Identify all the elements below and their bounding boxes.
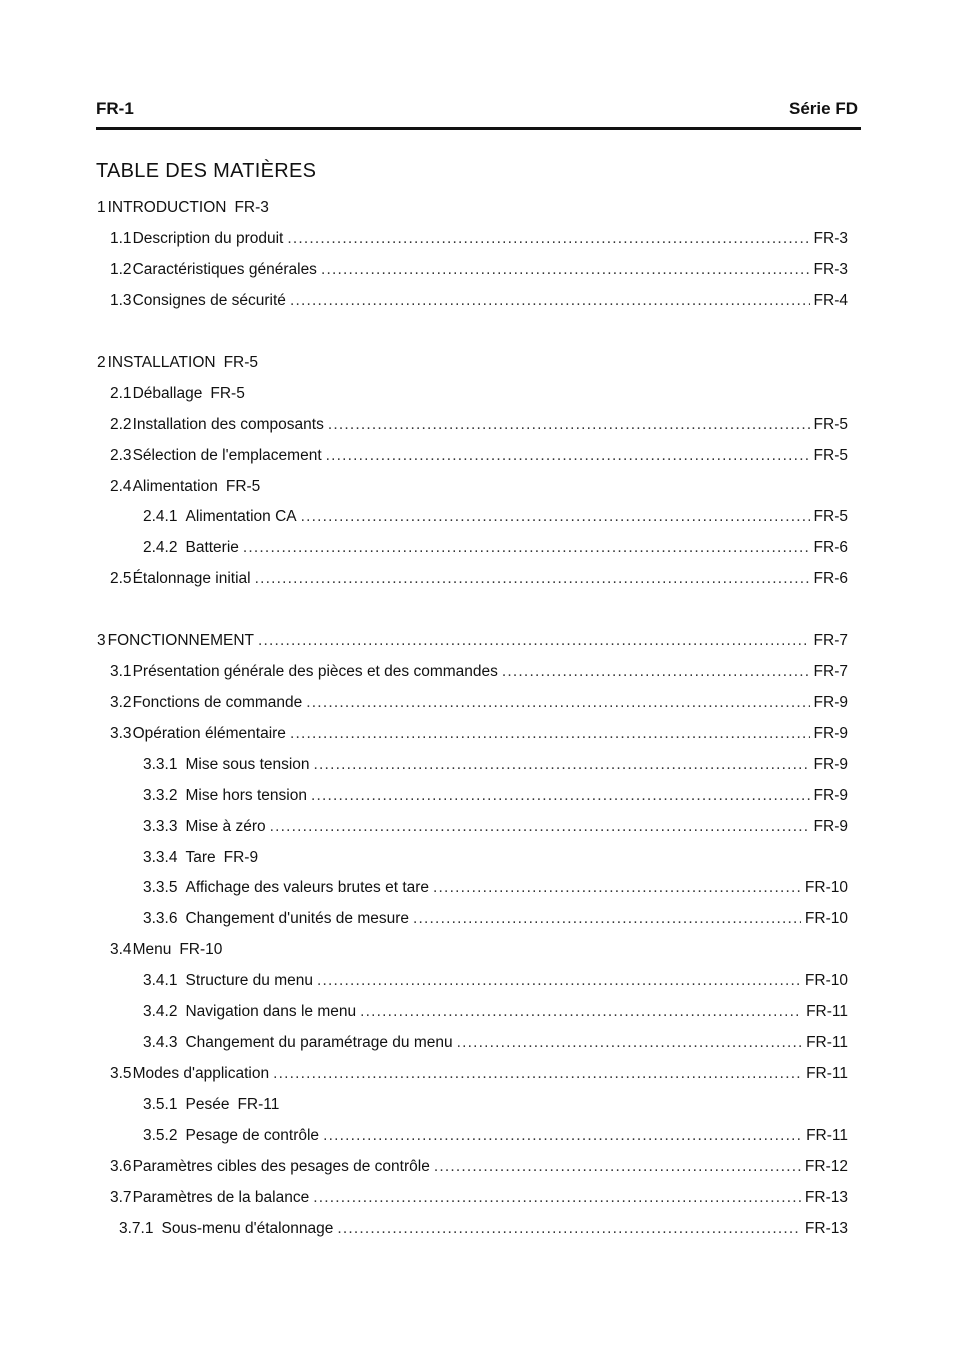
dot-leader <box>434 1156 801 1178</box>
toc-entry-page: FR-13 <box>804 1189 848 1206</box>
toc-entry-number: 2 <box>97 354 106 371</box>
toc-entry-label: Sélection de l'emplacement <box>132 447 322 464</box>
toc-entry <box>110 723 848 745</box>
dot-leader <box>258 630 810 652</box>
toc-entry-number: 3.6 <box>110 1158 132 1175</box>
toc-entry-label: INSTALLATION <box>107 354 216 371</box>
toc-entry-number: 3.5.1 <box>143 1096 178 1113</box>
toc-entry-page: FR-13 <box>804 1220 848 1237</box>
toc-entry-number: 3 <box>97 632 106 649</box>
toc-entry-label: Navigation dans le menu <box>185 1003 357 1020</box>
toc-entry-label: INTRODUCTION <box>107 199 227 216</box>
toc-entry-page: FR-9 <box>813 694 848 711</box>
toc-entry <box>97 197 269 219</box>
toc-entry-page: FR-6 <box>813 539 848 556</box>
toc-entry-number: 3.4.1 <box>143 972 178 989</box>
toc-entry-label: Mise sous tension <box>185 756 310 773</box>
dot-leader <box>287 228 809 250</box>
toc-entry <box>143 877 848 899</box>
toc-entry-label: Mise hors tension <box>185 787 307 804</box>
series-title: Série FD <box>789 99 858 118</box>
toc-entry <box>143 785 848 807</box>
toc-entry <box>143 847 258 869</box>
toc-entry <box>110 445 848 467</box>
toc-entry-label: Description du produit <box>132 230 284 247</box>
toc-entry-label: Étalonnage initial <box>132 570 251 587</box>
toc-entry-page: FR-10 <box>804 972 848 989</box>
dot-leader <box>314 754 810 776</box>
toc-entry-number: 3.4 <box>110 941 132 958</box>
toc-entry <box>143 1001 848 1023</box>
dot-leader <box>337 1218 801 1240</box>
toc-entry-number: 3.5.2 <box>143 1127 178 1144</box>
dot-leader <box>313 1187 801 1209</box>
toc-entry-page: FR-5 <box>225 478 261 495</box>
toc-entry-number: 3.7 <box>110 1189 132 1206</box>
toc-entry-number: 2.2 <box>110 416 132 433</box>
toc-entry-number: 1.3 <box>110 292 132 309</box>
toc-entry-page: FR-11 <box>806 1065 848 1082</box>
toc-entry-label: Paramètres cibles des pesages de contrôle <box>132 1158 430 1175</box>
toc-entry <box>110 939 222 961</box>
toc-entry-number: 2.4.2 <box>143 539 178 556</box>
toc-entry <box>110 476 260 498</box>
toc-entry-label: Consignes de sécurité <box>132 292 286 309</box>
toc-entry-label: Tare <box>185 849 216 866</box>
toc-entry-page: FR-4 <box>813 292 848 309</box>
toc-entry-page: FR-5 <box>223 354 259 371</box>
toc-entry-number: 3.3.1 <box>143 756 178 773</box>
dot-leader <box>413 908 801 930</box>
toc-entry-label: Installation des composants <box>132 416 324 433</box>
toc-entry-number: 2.1 <box>110 385 132 402</box>
toc-title: TABLE DES MATIÈRES <box>96 160 317 182</box>
toc-entry-page: FR-10 <box>179 941 223 958</box>
toc-entry-label: Paramètres de la balance <box>132 1189 310 1206</box>
toc-entry-label: Structure du menu <box>185 972 313 989</box>
toc-entry-number: 2.5 <box>110 570 132 587</box>
toc-entry-page: FR-5 <box>210 385 245 402</box>
toc-entry-page: FR-9 <box>813 725 848 742</box>
toc-entry-label: Alimentation CA <box>185 508 297 525</box>
toc-entry-number: 3.2 <box>110 694 132 711</box>
toc-entry-page: FR-12 <box>804 1158 848 1175</box>
toc-entry <box>110 414 848 436</box>
toc-entry <box>143 754 848 776</box>
dot-leader <box>433 877 801 899</box>
toc-entry <box>110 1156 848 1178</box>
toc-entry-page: FR-7 <box>813 632 848 649</box>
toc-entry-label: Sous-menu d'étalonnage <box>161 1220 334 1237</box>
toc-entry <box>110 259 848 281</box>
toc-entry-label: Déballage <box>132 385 203 402</box>
toc-entry-page: FR-9 <box>813 756 848 773</box>
toc-entry-label: Fonctions de commande <box>132 694 303 711</box>
toc-entry <box>110 1063 848 1085</box>
toc-entry <box>110 1187 848 1209</box>
dot-leader <box>326 445 810 467</box>
toc-entry-label: Affichage des valeurs brutes et tare <box>185 879 430 896</box>
dot-leader <box>321 259 810 281</box>
toc-entry-page: FR-6 <box>813 570 848 587</box>
toc-entry-number: 3.4.2 <box>143 1003 178 1020</box>
toc-entry-label: Changement du paramétrage du menu <box>185 1034 453 1051</box>
toc-entry-label: Changement d'unités de mesure <box>185 910 410 927</box>
page-header <box>96 97 861 130</box>
toc-entry-number: 3.3.6 <box>143 910 178 927</box>
toc-entry-page: FR-3 <box>813 230 848 247</box>
toc-entry-label: Opération élémentaire <box>132 725 286 742</box>
toc-entry <box>143 816 848 838</box>
dot-leader <box>317 970 801 992</box>
toc-entry-page: FR-11 <box>237 1096 280 1113</box>
dot-leader <box>457 1032 802 1054</box>
toc-entry-label: Présentation générale des pièces et des commandes <box>132 663 498 680</box>
toc-entry-label: FONCTIONNEMENT <box>107 632 255 649</box>
dot-leader <box>273 1063 802 1085</box>
toc-entry <box>110 692 848 714</box>
toc-entry <box>110 290 848 312</box>
toc-entry-number: 3.3.3 <box>143 818 178 835</box>
toc-entry-number: 1.2 <box>110 261 132 278</box>
toc-entry-number: 1 <box>97 199 106 216</box>
toc-entry <box>143 537 848 559</box>
dot-leader <box>502 661 810 683</box>
toc-entry-number: 3.5 <box>110 1065 132 1082</box>
toc-entry <box>110 383 245 405</box>
toc-entry-number: 2.4.1 <box>143 508 178 525</box>
toc-entry-page: FR-5 <box>813 416 848 433</box>
dot-leader <box>323 1125 802 1147</box>
toc-entry-number: 3.3.5 <box>143 879 178 896</box>
toc-entry-page: FR-7 <box>813 663 848 680</box>
dot-leader <box>311 785 810 807</box>
toc-entry-label: Batterie <box>185 539 239 556</box>
toc-entry-page: FR-11 <box>806 1127 848 1144</box>
toc-entry-number: 2.4 <box>110 478 132 495</box>
toc-entry-page: FR-9 <box>223 849 259 866</box>
toc-entry-label: Caractéristiques générales <box>132 261 317 278</box>
toc-entry-number: 3.7.1 <box>119 1220 154 1237</box>
toc-entry-number: 3.1 <box>110 663 132 680</box>
toc-entry-page: FR-9 <box>813 787 848 804</box>
toc-entry <box>110 661 848 683</box>
toc-entry <box>143 1125 848 1147</box>
toc-entry-page: FR-10 <box>804 879 848 896</box>
dot-leader <box>270 816 810 838</box>
toc-entry <box>97 630 848 652</box>
toc-entry-label: Alimentation <box>132 478 218 495</box>
toc-entry <box>97 352 258 374</box>
page-number: FR-1 <box>96 99 134 118</box>
toc-entry-page: FR-3 <box>234 199 269 216</box>
dot-leader <box>290 723 810 745</box>
dot-leader <box>306 692 809 714</box>
dot-leader <box>255 568 810 590</box>
toc-entry-label: Mise à zéro <box>185 818 266 835</box>
toc-entry-number: 3.3.4 <box>143 849 178 866</box>
toc-entry-page: FR-11 <box>806 1003 848 1020</box>
dot-leader <box>243 537 810 559</box>
toc-entry-label: Pesage de contrôle <box>185 1127 320 1144</box>
toc-entry-number: 3.3.2 <box>143 787 178 804</box>
toc-entry <box>143 1032 848 1054</box>
toc-entry-page: FR-5 <box>813 508 848 525</box>
dot-leader <box>290 290 810 312</box>
toc-entry <box>110 568 848 590</box>
toc-entry <box>143 1094 279 1116</box>
toc-entry-number: 1.1 <box>110 230 132 247</box>
toc-entry-label: Menu <box>132 941 172 958</box>
dot-leader <box>328 414 810 436</box>
toc-entry-number: 2.3 <box>110 447 132 464</box>
toc-entry <box>143 908 848 930</box>
toc-entry-number: 3.3 <box>110 725 132 742</box>
dot-leader <box>301 506 810 528</box>
toc-entry-page: FR-5 <box>813 447 848 464</box>
toc-entry-label: Modes d'application <box>132 1065 270 1082</box>
toc-entry <box>119 1218 848 1240</box>
toc-entry-page: FR-9 <box>813 818 848 835</box>
toc-entry-label: Pesée <box>185 1096 230 1113</box>
toc-entry <box>143 506 848 528</box>
toc-entry-page: FR-3 <box>813 261 848 278</box>
toc-entry-page: FR-11 <box>806 1034 848 1051</box>
toc-entry-page: FR-10 <box>804 910 848 927</box>
toc-entry <box>143 970 848 992</box>
toc-entry <box>110 228 848 250</box>
dot-leader <box>360 1001 802 1023</box>
toc-entry-number: 3.4.3 <box>143 1034 178 1051</box>
